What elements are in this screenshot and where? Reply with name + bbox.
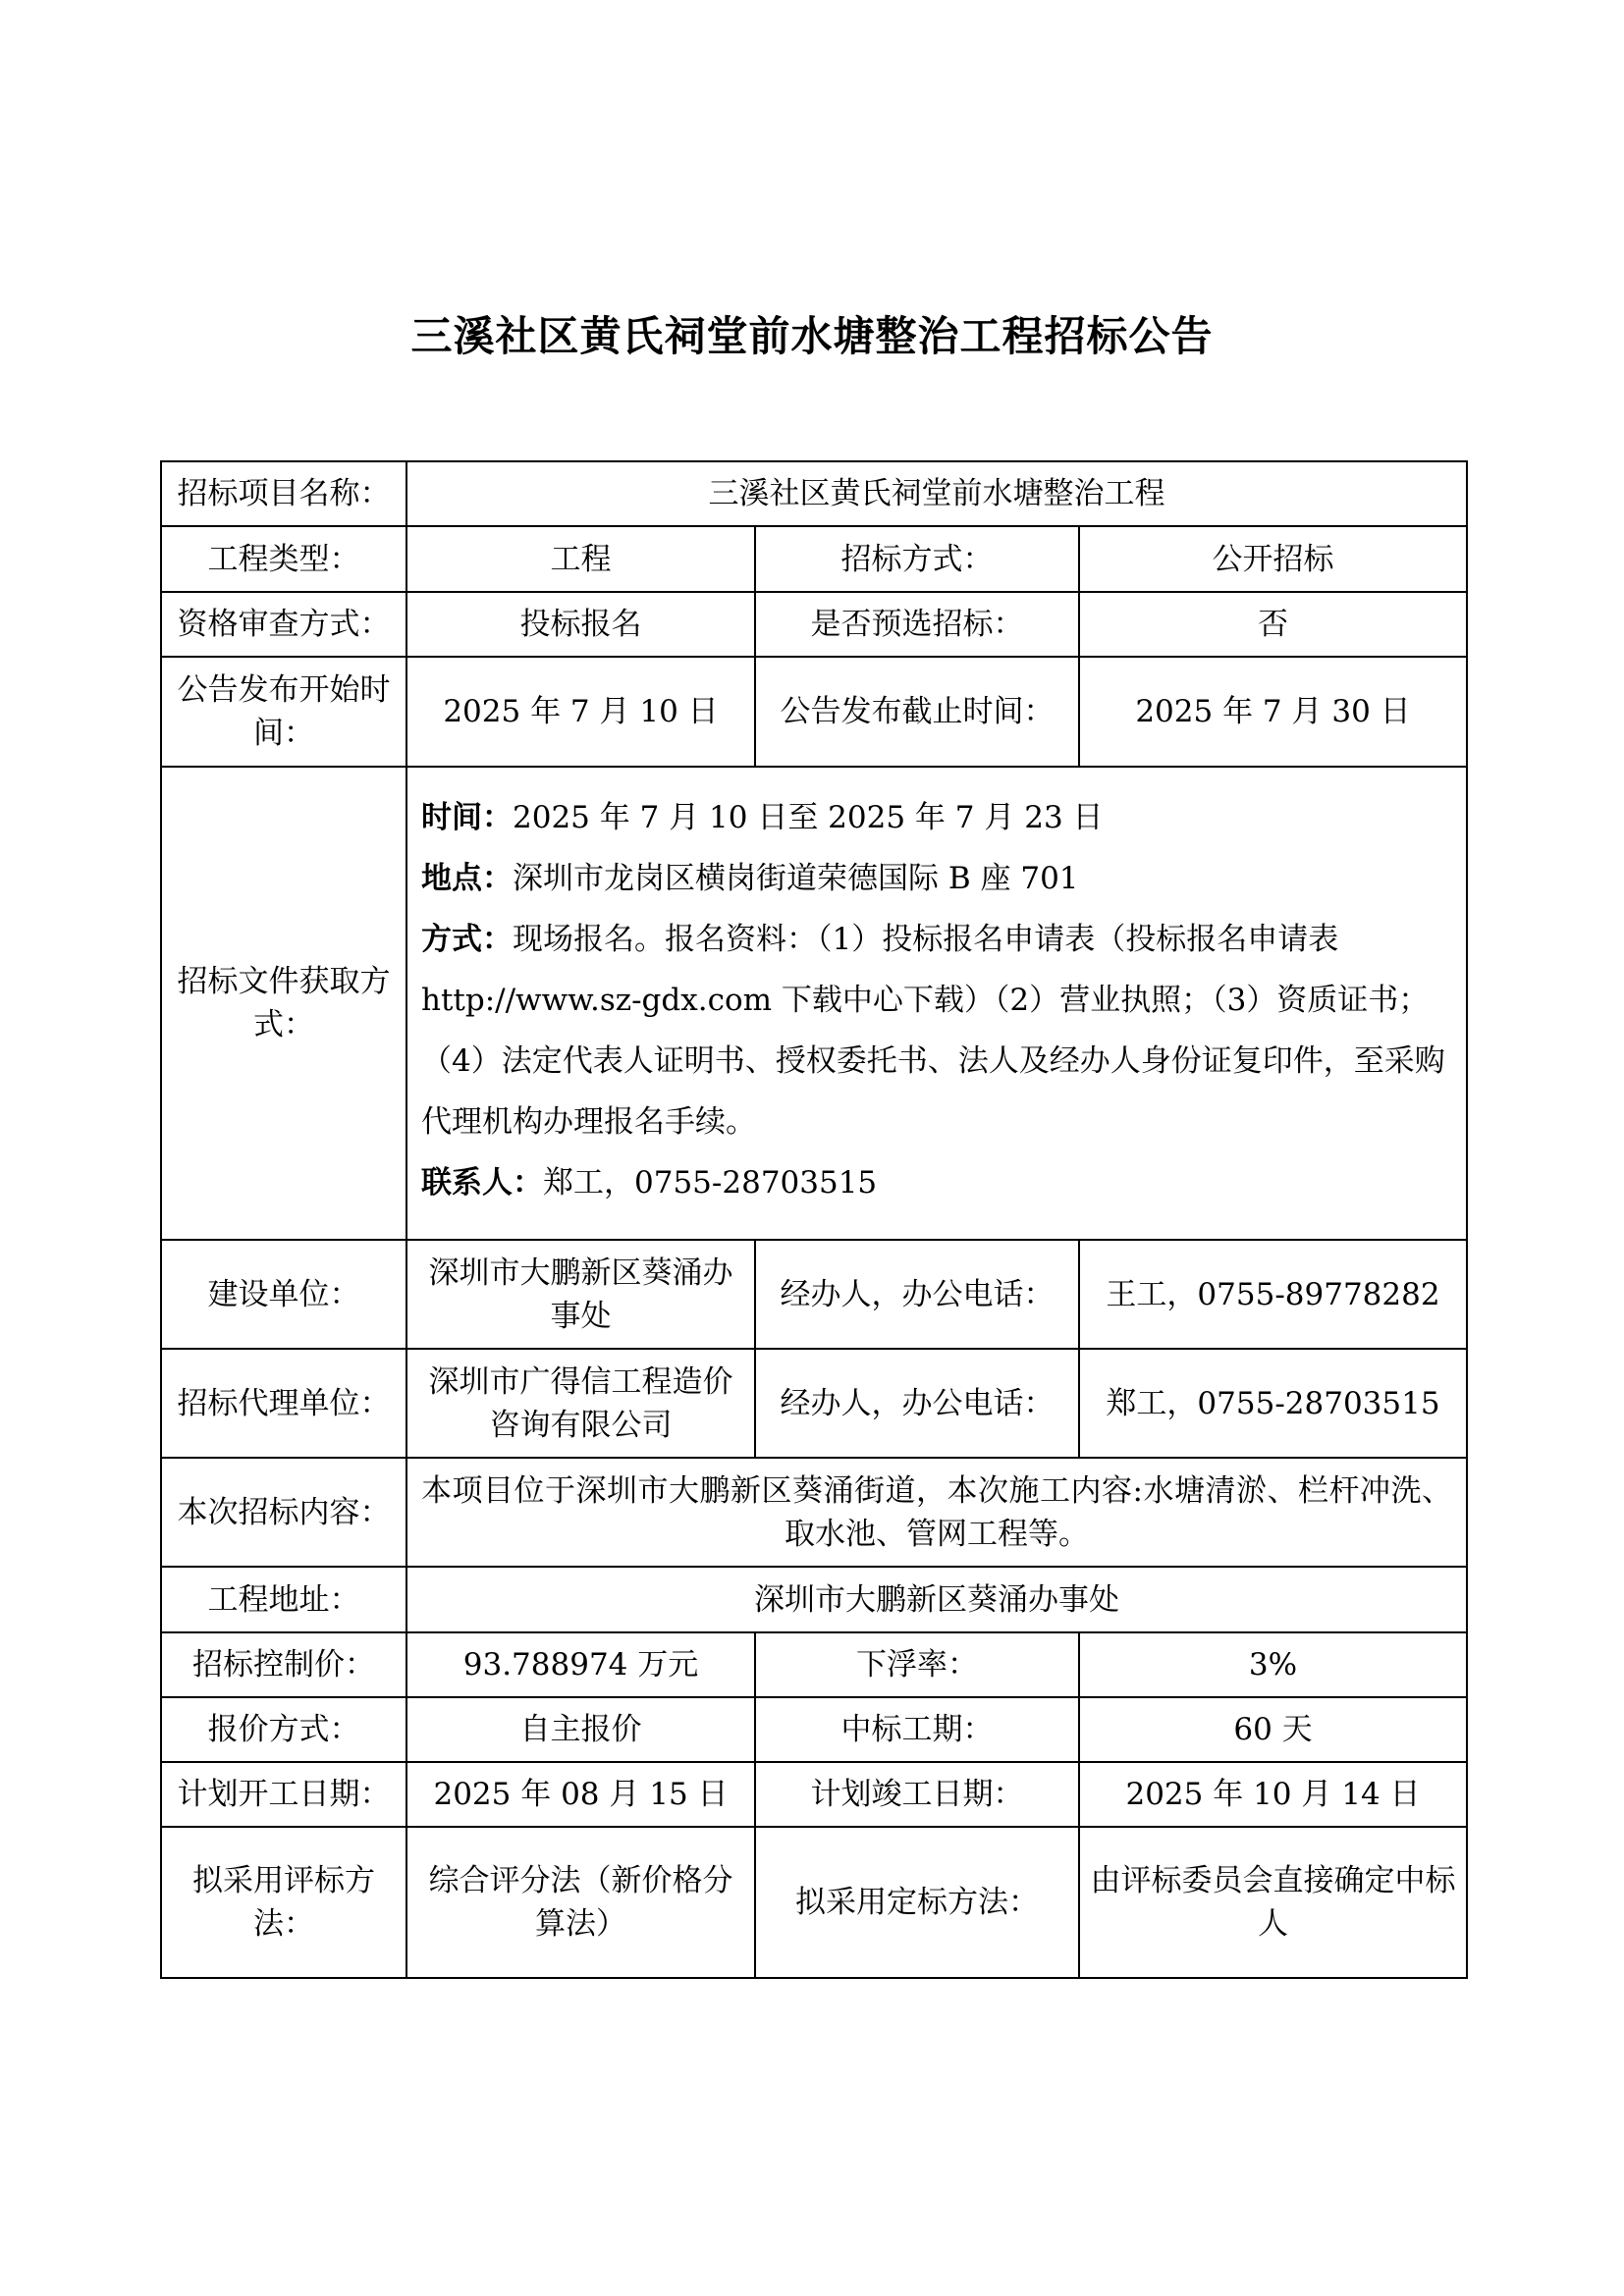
row-qualification (161, 592, 1467, 657)
bid-docs-detail (406, 767, 1467, 1240)
publish-end-label: 公告发布截止时间： (755, 657, 1079, 767)
preselection-label: 是否预选招标： (755, 592, 1079, 657)
end-date-label: 计划竣工日期： (755, 1762, 1079, 1827)
bid-docs-method (421, 909, 1452, 1152)
project-name-value: 三溪社区黄氏祠堂前水塘整治工程 (406, 461, 1467, 526)
project-type-value: 工程 (406, 526, 755, 592)
row-scope (161, 1458, 1467, 1567)
page-title: 三溪社区黄氏祠堂前水塘整治工程招标公告 (410, 312, 1214, 360)
preselection-value: 否 (1079, 592, 1467, 657)
agency-label: 招标代理单位： (161, 1349, 406, 1458)
bid-docs-time-key: 时间： (421, 800, 513, 835)
duration-value: 60 天 (1079, 1697, 1467, 1762)
address-value: 深圳市大鹏新区葵涌办事处 (406, 1567, 1467, 1632)
row-quote-method (161, 1697, 1467, 1762)
publish-end-value: 2025 年 7 月 30 日 (1079, 657, 1467, 767)
row-schedule (161, 1762, 1467, 1827)
address-label: 工程地址： (161, 1567, 406, 1632)
duration-label: 中标工期： (755, 1697, 1079, 1762)
publish-start-label: 公告发布开始时间： (161, 657, 406, 767)
float-rate-value: 3% (1079, 1632, 1467, 1697)
bid-docs-contact (421, 1152, 1452, 1213)
quote-method-value: 自主报价 (406, 1697, 755, 1762)
agency-contact-label: 经办人，办公电话： (755, 1349, 1079, 1458)
qualification-value: 投标报名 (406, 592, 755, 657)
agency-value: 深圳市广得信工程造价咨询有限公司 (406, 1349, 755, 1458)
builder-contact-label: 经办人，办公电话： (755, 1240, 1079, 1349)
bid-method-label: 招标方式： (755, 526, 1079, 592)
tender-notice-table (160, 460, 1468, 1979)
builder-value: 深圳市大鹏新区葵涌办事处 (406, 1240, 755, 1349)
bid-docs-place-value: 深圳市龙岗区横岗街道荣德国际 B 座 701 (513, 861, 1079, 896)
project-type-label: 工程类型： (161, 526, 406, 592)
control-price-value: 93.788974 万元 (406, 1632, 755, 1697)
agency-contact-value: 郑工，0755-28703515 (1079, 1349, 1467, 1458)
end-date-value: 2025 年 10 月 14 日 (1079, 1762, 1467, 1827)
qualification-label: 资格审查方式： (161, 592, 406, 657)
scope-label: 本次招标内容： (161, 1458, 406, 1567)
bid-docs-time-value: 2025 年 7 月 10 日至 2025 年 7 月 23 日 (513, 800, 1104, 835)
quote-method-label: 报价方式： (161, 1697, 406, 1762)
float-rate-label: 下浮率： (755, 1632, 1079, 1697)
bid-docs-place (421, 848, 1452, 909)
control-price-label: 招标控制价： (161, 1632, 406, 1697)
start-date-label: 计划开工日期： (161, 1762, 406, 1827)
bid-docs-contact-value: 郑工，0755-28703515 (543, 1165, 878, 1201)
row-project-name (161, 461, 1467, 526)
bid-docs-time (421, 787, 1452, 848)
eval-method-label: 拟采用评标方法： (161, 1827, 406, 1978)
start-date-value: 2025 年 08 月 15 日 (406, 1762, 755, 1827)
builder-label: 建设单位： (161, 1240, 406, 1349)
bid-docs-contact-key: 联系人： (421, 1165, 543, 1201)
bid-docs-label: 招标文件获取方式： (161, 767, 406, 1240)
bid-docs-place-key: 地点： (421, 861, 513, 896)
scope-value: 本项目位于深圳市大鹏新区葵涌街道，本次施工内容:水塘清淤、栏杆冲洗、取水池、管网工程等。 (406, 1458, 1467, 1567)
row-bid-docs (161, 767, 1467, 1240)
bid-docs-method-key: 方式： (421, 922, 513, 957)
builder-contact-value: 王工，0755-89778282 (1079, 1240, 1467, 1349)
row-builder (161, 1240, 1467, 1349)
project-name-label: 招标项目名称： (161, 461, 406, 526)
bid-docs-method-value: 现场报名。报名资料：（1）投标报名申请表（投标报名申请表 http://www.sz-gdx.com 下载中心下载）（2）营业执照；（3）资质证书；（4）法定代表人证明书、授权委托书、法人及经办人身份证复印件，至采购代理机构办理报名手续。 (421, 922, 1445, 1140)
award-method-label: 拟采用定标方法： (755, 1827, 1079, 1978)
row-project-type (161, 526, 1467, 592)
publish-start-value: 2025 年 7 月 10 日 (406, 657, 755, 767)
row-agency (161, 1349, 1467, 1458)
row-evaluation (161, 1827, 1467, 1978)
eval-method-value: 综合评分法（新价格分算法） (406, 1827, 755, 1978)
row-publish-dates (161, 657, 1467, 767)
award-method-value: 由评标委员会直接确定中标人 (1079, 1827, 1467, 1978)
bid-method-value: 公开招标 (1079, 526, 1467, 592)
row-control-price (161, 1632, 1467, 1697)
row-address (161, 1567, 1467, 1632)
